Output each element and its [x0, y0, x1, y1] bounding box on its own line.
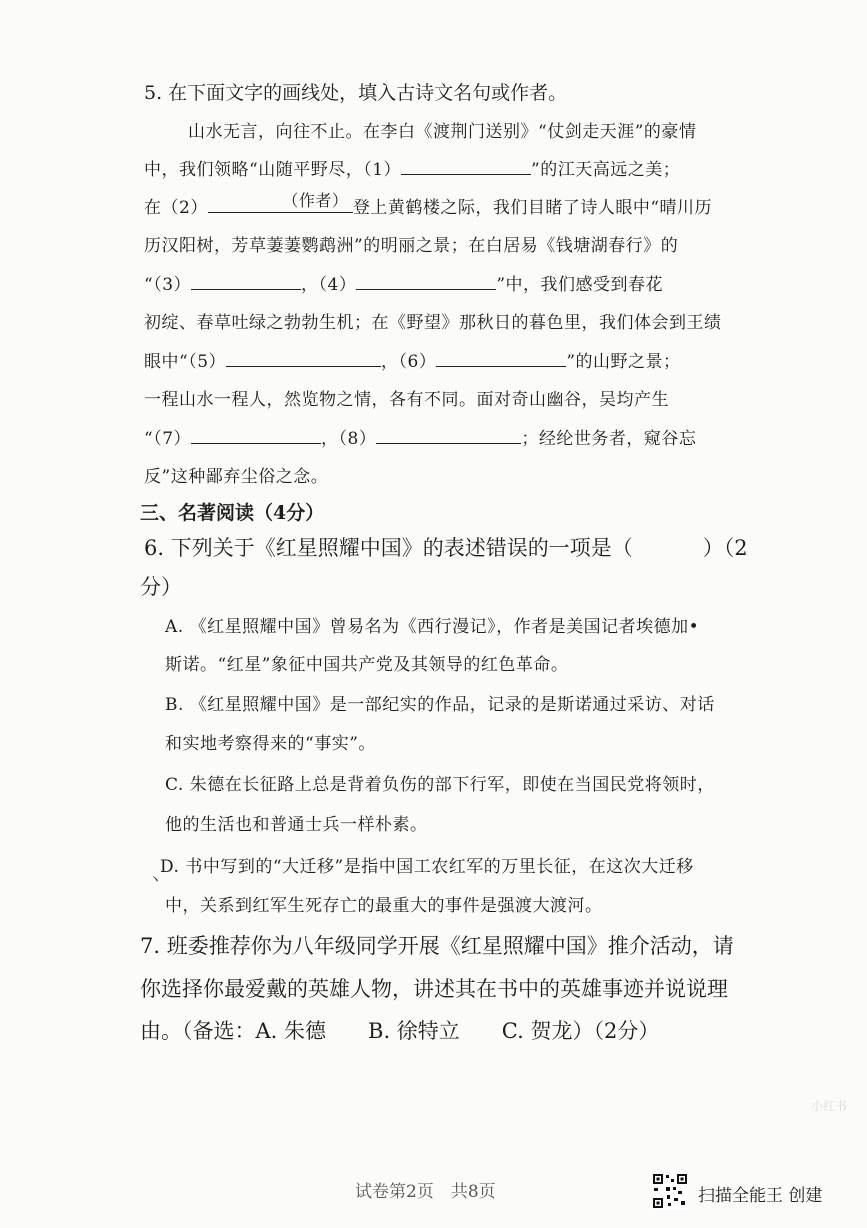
q5-line-10: 反”这种鄙弃尘俗之念。	[144, 467, 329, 487]
q5-line-7-text-c: ”的山野之景；	[566, 352, 681, 372]
q5-line-5	[144, 270, 663, 295]
q7-line-1: 7. 班委推荐你为八年级同学开展《红星照耀中国》推介活动，请	[140, 934, 734, 958]
q6-option-b-1: B. 《红星照耀中国》是一部纪实的作品，记录的是斯诺通过采访、对话	[165, 695, 715, 715]
q5-line-9-text-b: ，（8）	[321, 429, 377, 449]
q6-option-d-2: 中，关系到红军生死存亡的最重大的事件是强渡大渡河。	[165, 896, 603, 916]
handwritten-mark: 丶	[148, 873, 162, 889]
q5-line-9-text-c: ；经纶世务者，窥谷忘	[521, 429, 697, 449]
q5-line-7-text-a: 眼中“（5）	[144, 352, 227, 372]
q7-line-3: 由。（备选：A. 朱德 B. 徐特立 C. 贺龙）（2分）	[140, 1019, 660, 1043]
q5-line-6: 初绽、春草吐绿之勃勃生机；在《野望》那秋日的暮色里，我们体会到王绩	[144, 313, 722, 333]
q6-score-a: ）（2	[702, 536, 748, 560]
q5-line-3-text-b: 登上黄鹤楼之际，我们目睹了诗人眼中“晴川历	[352, 198, 713, 218]
q5-line-5-text-c: ”中，我们感受到春花	[496, 275, 664, 295]
q5-line-5-text-a: “（3）	[144, 275, 192, 295]
q5-line-9	[144, 424, 696, 449]
blank-4	[356, 271, 496, 290]
blank-2	[208, 191, 353, 213]
q6-option-b-2: 和实地考察得来的“事实”。	[165, 734, 376, 754]
blank-8	[376, 425, 521, 444]
section-3-title: 三、名著阅读（4分）	[140, 502, 325, 524]
q7-line-2: 你选择你最爱戴的英雄人物，讲述其在书中的英雄事迹并说说理	[140, 977, 728, 1001]
blank-3	[191, 271, 301, 290]
q5-line-2-text-b: ”的江天高远之美；	[531, 160, 681, 180]
page-footer: 试卷第2页 共8页	[355, 1182, 496, 1202]
q5-line-8: 一程山水一程人，然览物之情，各有不同。面对奇山幽谷，吴均产生	[144, 390, 669, 410]
q5-line-5-text-b: ，（4）	[301, 275, 357, 295]
q5-title: 5. 在下面文字的画线处，填入古诗文名句或作者。	[144, 82, 568, 104]
watermark: 小红书	[810, 1099, 847, 1113]
q5-line-3-text-a: 在（2）	[144, 198, 208, 218]
q5-line-7	[144, 347, 681, 372]
q5-line-3	[144, 193, 712, 218]
qr-code-icon	[652, 1173, 688, 1209]
q5-line-2-text-a: 中，我们领略“山随平野尽，（1）	[144, 160, 402, 180]
scanner-label: 扫描全能王 创建	[698, 1186, 823, 1206]
q6-option-c-1: C. 朱德在长征路上总是背着负伤的部下行军，即使在当国民党将领时，	[165, 775, 715, 795]
blank-6	[436, 348, 566, 367]
q6-stem	[144, 532, 748, 562]
q6-stem-text: 6. 下列关于《红星照耀中国》的表述错误的一项是（	[144, 536, 633, 560]
q5-line-7-text-b: ，（6）	[381, 352, 437, 372]
blank-2-hint: （作者）	[282, 191, 349, 210]
q6-option-c-2: 他的生活也和普通士兵一样朴素。	[165, 815, 428, 835]
q5-line-1: 山水无言，向往不止。在李白《渡荆门送别》“仗剑走天涯”的豪情	[188, 122, 697, 142]
blank-1	[401, 156, 531, 175]
blank-5	[226, 348, 381, 367]
q5-line-4: 历汉阳树，芳草萋萋鹦鹉洲”的明丽之景；在白居易《钱塘湖春行》的	[144, 236, 679, 256]
q5-line-2	[144, 155, 680, 180]
q6-stem-cont: 分）	[140, 575, 182, 599]
blank-7	[191, 425, 321, 444]
q6-option-d-1: D. 书中写到的“大迁移”是指中国工农红军的万里长征，在这次大迁移	[160, 857, 694, 877]
q5-line-9-text-a: “（7）	[144, 429, 192, 449]
q6-option-a-1: A. 《红星照耀中国》曾易名为《西行漫记》，作者是美国记者埃德加•	[165, 617, 700, 637]
q6-option-a-2: 斯诺。“红星”象征中国共产党及其领导的红色革命。	[165, 655, 569, 675]
